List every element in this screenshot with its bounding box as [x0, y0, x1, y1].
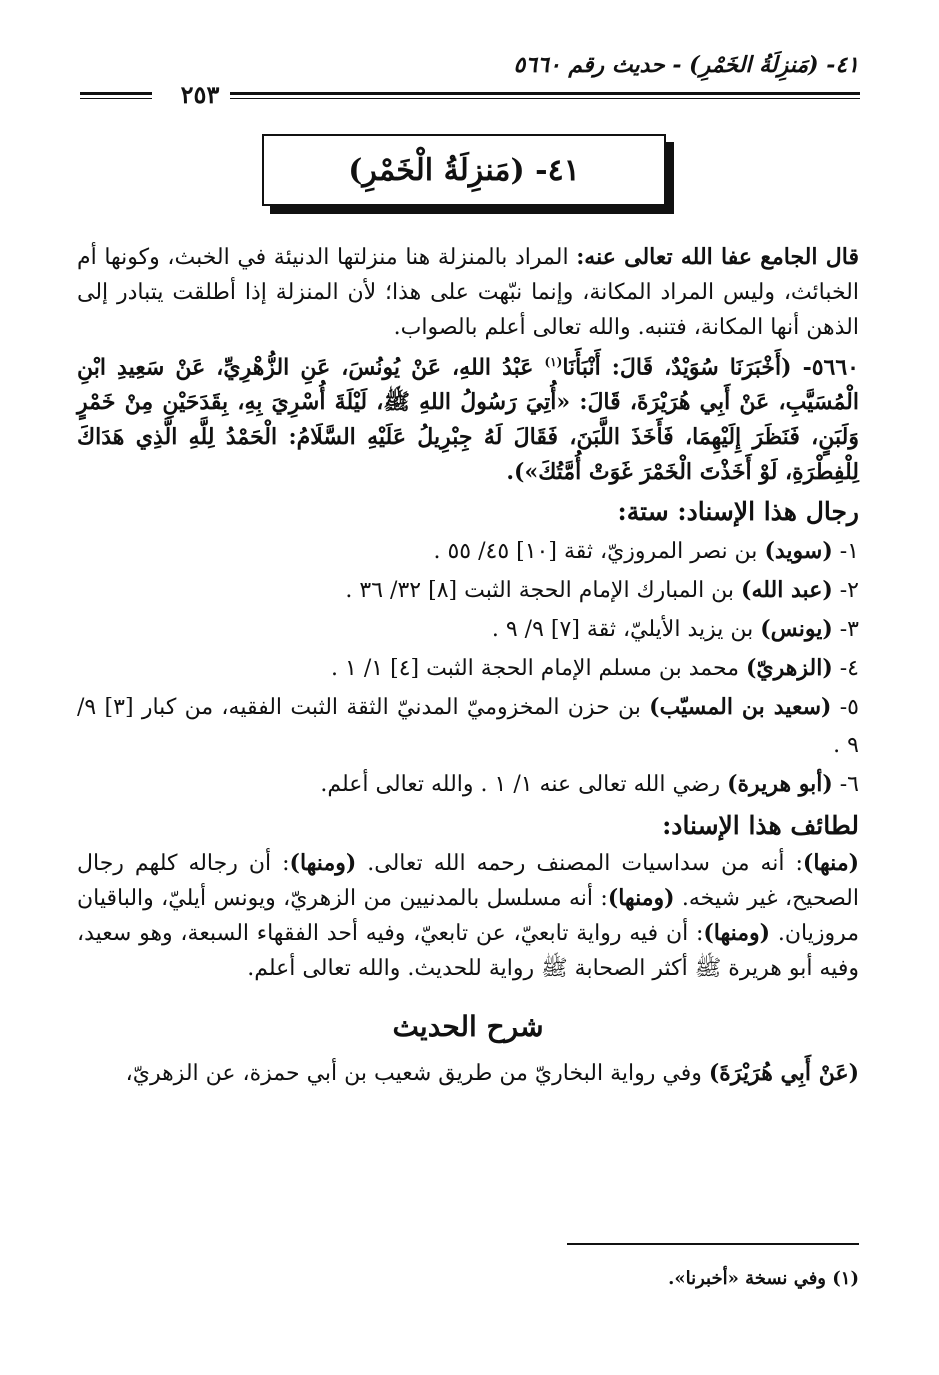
narrator-number: ٦- — [839, 772, 859, 798]
narrator-details: بن يزيد الأيليّ، ثقة [٧] ٩/ ٩ . — [491, 617, 754, 643]
narrator-item — [77, 532, 859, 571]
footnote-marker: (١) — [544, 355, 563, 369]
sharh-heading: شرح الحديث — [392, 1010, 544, 1044]
narrator-name: (الزهريّ) — [746, 655, 833, 682]
lataif-paragraph — [77, 846, 859, 986]
narrator-details: بن نصر المروزيّ، ثقة [١٠] ٤٥/ ٥٥ . — [433, 539, 758, 565]
narrator-number: ٣- — [839, 617, 859, 643]
narrator-item — [77, 688, 859, 765]
narrator-name: (أبو هريرة) — [727, 771, 833, 798]
narrator-item — [77, 571, 859, 610]
narrator-details: بن حزن المخزوميّ المدنيّ الثقة الثبت الفقيه، من كبار [٣] ٩/ ٩ . — [77, 695, 859, 759]
chapter-title-box — [262, 134, 666, 206]
narrator-name: (سعيد بن المسيّب) — [649, 694, 832, 721]
narrator-name: (سويد) — [764, 538, 833, 565]
intro-text: المراد بالمنزلة هنا منزلتها الدنيئة في الخبث، وكونها أم الخبائث، وليس المراد المكانة، وإنما نبّهت على هذا؛ لأن المنزلة إذا أطلقت يتبادر إلى الذهن أنها المكانة، فتنبه. والله تعالى أعلم بالصواب. — [77, 245, 859, 340]
hadith-text — [77, 345, 859, 490]
wa-minha-label: (ومنها) — [703, 920, 771, 947]
narrator-details: محمد بن مسلم الإمام الحجة الثبت [٤] ١/ ١ . — [331, 656, 739, 682]
intro-lead: قال الجامع عفا الله تعالى عنه: — [576, 244, 859, 270]
lataif-point: : أنه مسلسل بالمدنيين من الزهريّ، ويونس أيليّ، والباقيان مروزيان. — [77, 886, 859, 947]
minha-label: (منها) — [802, 850, 860, 877]
intro-paragraph — [77, 240, 859, 345]
header-rule-long — [230, 92, 860, 99]
wa-minha-label: (ومنها) — [607, 885, 675, 912]
lataif-point: : أن رجاله كلهم رجال الصحيح، غير شيخه. — [77, 851, 859, 912]
hadith-part1: ٥٦٦٠- (أَخْبَرَنَا سُوَيْدٌ، قَالَ: أَنْبَأَنَا — [562, 354, 859, 381]
narrator-item — [77, 649, 859, 688]
header-rule — [80, 80, 860, 110]
narrator-details: بن المبارك الإمام الحجة الثبت [٨] ٣٢/ ٣٦ . — [345, 578, 735, 604]
chapter-title: ٤١- (مَنزِلَةُ الْخَمْرِ) — [348, 152, 580, 188]
lataif-point: : أنه من سداسيات المصنف رحمه الله تعالى. — [367, 851, 803, 877]
narrator-number: ٢- — [839, 578, 859, 604]
sharh-paragraph — [77, 1056, 859, 1091]
narrator-number: ٥- — [839, 695, 859, 721]
narrator-list — [77, 532, 859, 804]
header-rule-short — [80, 92, 152, 99]
narrator-name: (عبد الله) — [741, 577, 833, 604]
sharh-text: وفي رواية البخاريّ من طريق شعيب بن أبي حمزة، عن الزهريّ، — [125, 1061, 702, 1087]
lataif-heading: لطائف هذا الإسناد: — [662, 811, 859, 841]
running-header-title: ٤١- (مَنزِلَةُ الخَمْرِ) - حديث رقم ٥٦٦٠ — [513, 52, 859, 78]
narrator-details: رضي الله تعالى عنه ١/ ١ . والله تعالى أعلم. — [320, 772, 721, 798]
main-text — [77, 240, 859, 1091]
narrator-item — [77, 765, 859, 804]
page-number: ٢٥٣ — [180, 80, 220, 109]
wa-minha-label: (ومنها) — [289, 850, 357, 877]
footnote: (١) وفي نسخة «أخبرنا». — [668, 1268, 859, 1289]
rijal-heading: رجال هذا الإسناد: ستة: — [617, 497, 859, 527]
narrator-item — [77, 610, 859, 649]
narrator-number: ١- — [839, 539, 859, 565]
hadith-part2: عَبْدُ اللهِ، عَنْ يُونُسَ، عَنِ الزُّهْرِيِّ، عَنْ سَعِيدِ ابْنِ الْمُسَيَّبِ، عَنْ أَبِي هُرَيْرَةَ، قَالَ: «أُتِيَ رَسُولُ اللهِ ﷺ، لَيْلَةَ أُسْرِيَ بِهِ، بِقَدَحَيْنِ مِنْ خَمْرٍ وَلَبَنٍ، فَنَظَرَ إِلَيْهِمَا، فَأَخَذَ اللَّبَنَ، فَقَالَ لَهُ جِبْرِيلُ عَلَيْهِ السَّلَامُ: الْحَمْدُ لِلَّهِ الَّذِي هَدَاكَ لِلْفِطْرَةِ، لَوْ أَخَذْتَ الْخَمْرَ غَوَتْ أُمَّتُكَ»). — [77, 354, 859, 486]
lataif-point: : أن فيه رواية تابعيّ، عن تابعيّ، وفيه أحد الفقهاء السبعة، وهو سعيد، وفيه أبو هريرة ﷺ أكثر الصحابة ﷺ رواية للحديث. والله تعالى أعلم. — [77, 921, 859, 982]
sharh-quote: (عَنْ أَبِي هُرَيْرَةَ) — [708, 1060, 859, 1087]
narrator-name: (يونس) — [760, 616, 833, 643]
narrator-number: ٤- — [839, 656, 859, 682]
footnote-separator — [567, 1243, 859, 1245]
